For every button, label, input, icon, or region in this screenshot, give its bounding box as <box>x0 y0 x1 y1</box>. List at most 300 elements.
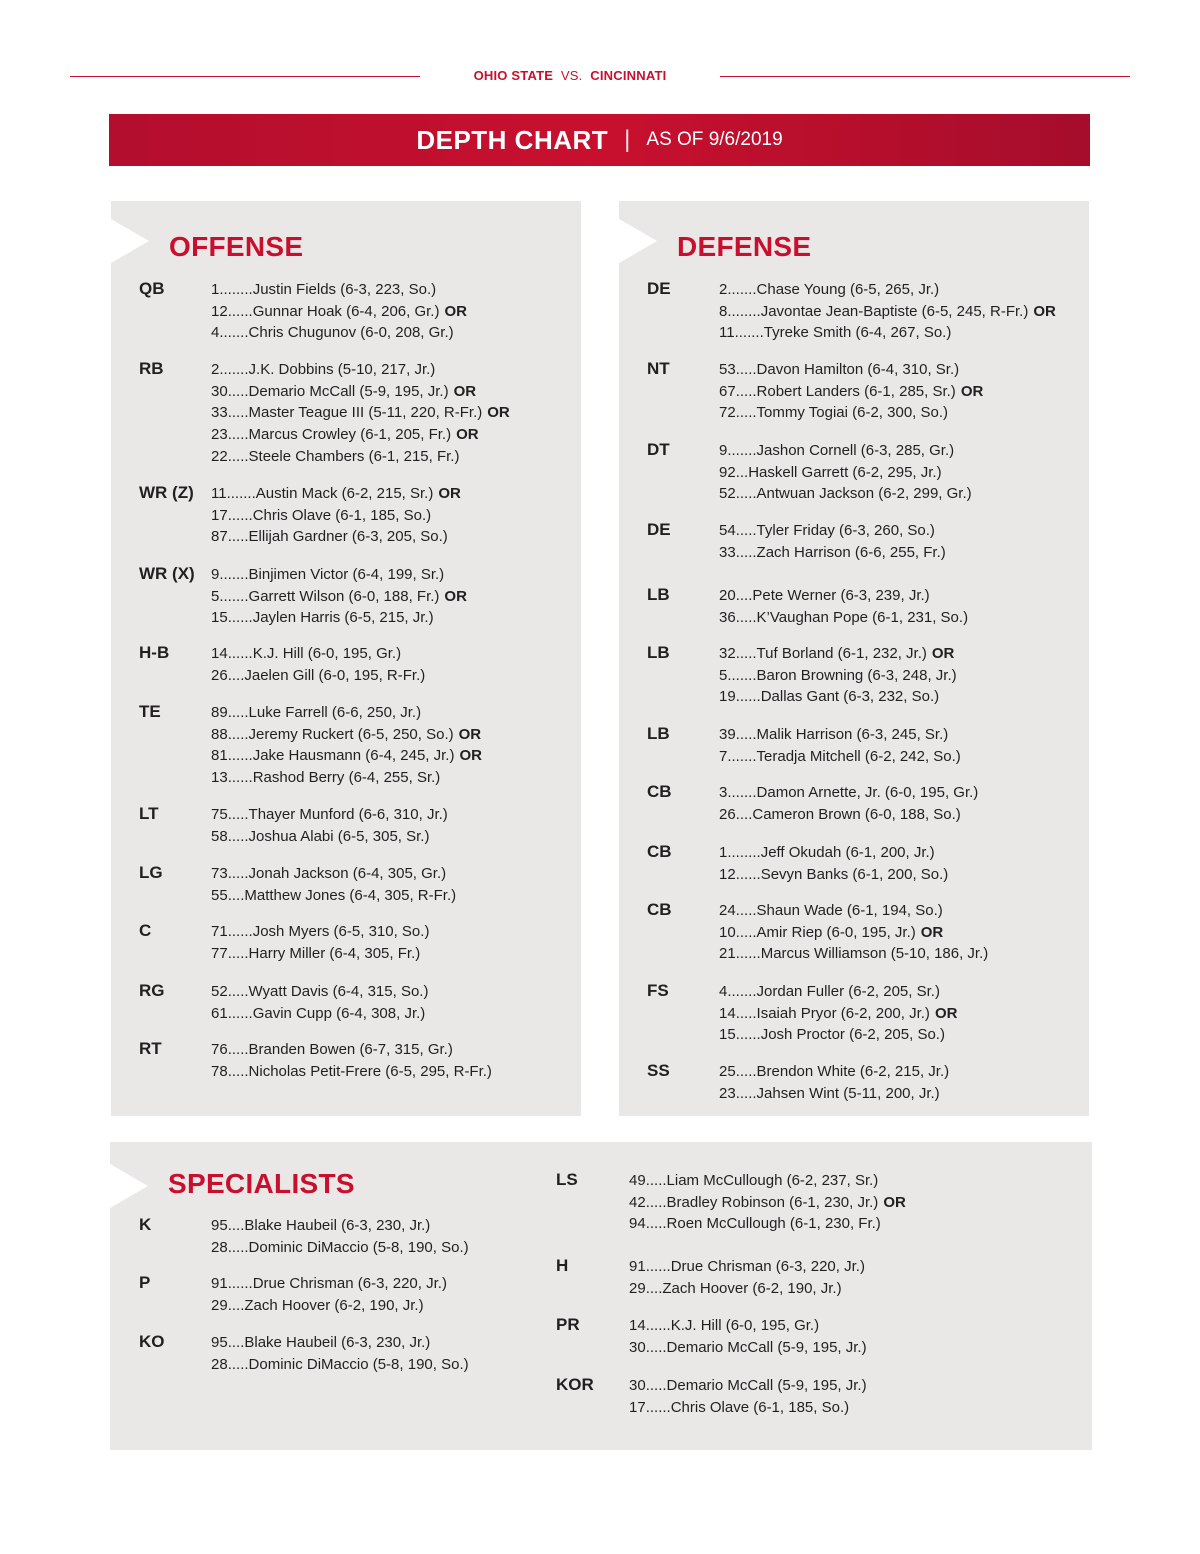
player-row <box>211 1039 492 1061</box>
player-list <box>211 981 428 1024</box>
player-row <box>719 981 957 1003</box>
player-row <box>211 745 482 767</box>
player-row <box>629 1397 867 1419</box>
player-row <box>211 483 461 505</box>
jersey-number: 29 <box>211 1296 228 1314</box>
position-label: DE <box>647 279 671 298</box>
panel-notch <box>110 1164 148 1208</box>
dot-leader: ..... <box>227 382 249 400</box>
jersey-number: 73 <box>211 865 228 882</box>
or-label: OR <box>931 645 955 662</box>
player-row <box>719 864 948 886</box>
jersey-number: 28 <box>211 1355 228 1373</box>
player-info: Demario McCall (5-9, 195, Jr.) <box>248 382 449 400</box>
jersey-number: 28 <box>211 1238 228 1256</box>
jersey-number: 67 <box>719 382 736 400</box>
player-row <box>719 301 1056 323</box>
player-info: Justin Fields (6-3, 223, So.) <box>252 281 437 298</box>
player-info: Jake Hausmann (6-4, 245, Jr.) <box>252 747 455 765</box>
player-info: Javontae Jean-Baptiste (6-5, 245, R-Fr.) <box>760 302 1029 320</box>
player-info: Josh Proctor (6-2, 205, So.) <box>760 1026 945 1044</box>
player-row <box>211 322 467 344</box>
player-info: J.K. Dobbins (5-10, 217, Jr.) <box>248 361 436 378</box>
player-info: Jaelen Gill (6-0, 195, R-Fr.) <box>244 666 426 684</box>
player-row <box>211 526 461 548</box>
player-info: Thayer Munford (6-6, 310, Jr.) <box>248 806 448 823</box>
position-label: KOR <box>556 1375 594 1394</box>
position-label: DE <box>647 520 671 539</box>
player-info: Binjimen Victor (6-4, 199, Sr.) <box>248 566 445 583</box>
header-rule-left <box>70 76 420 77</box>
or-label: OR <box>1033 302 1056 320</box>
player-info: Tyler Friday (6-3, 260, So.) <box>756 522 935 539</box>
jersey-number: 72 <box>719 404 736 422</box>
player-info: Davon Hamilton (6-4, 310, Sr.) <box>756 361 960 378</box>
or-label: OR <box>444 587 467 605</box>
player-row <box>719 1061 949 1083</box>
dot-leader: ...... <box>227 645 253 662</box>
jersey-number: 61 <box>211 1004 228 1022</box>
dot-leader: ..... <box>227 1041 249 1058</box>
jersey-number: 54 <box>719 522 736 539</box>
dot-leader: ....... <box>219 566 249 583</box>
player-list <box>211 863 456 906</box>
player-list <box>211 1039 492 1082</box>
dot-leader: ..... <box>227 704 249 721</box>
player-row <box>719 922 988 944</box>
dot-leader: ...... <box>735 865 761 883</box>
player-list <box>719 643 957 708</box>
player-list <box>629 1315 867 1358</box>
dot-leader: .... <box>645 1279 663 1297</box>
player-info: Tyreke Smith (6-4, 267, So.) <box>763 324 952 342</box>
jersey-number: 32 <box>719 645 736 662</box>
player-info: Marcus Crowley (6-1, 205, Fr.) <box>248 426 452 444</box>
or-label: OR <box>453 382 477 400</box>
jersey-number: 58 <box>211 827 228 845</box>
position-label: LB <box>647 585 670 604</box>
dot-leader: ....... <box>727 747 757 765</box>
jersey-number: 55 <box>211 886 228 904</box>
player-list <box>719 842 948 885</box>
position-label: TE <box>139 702 161 721</box>
or-label: OR <box>883 1193 906 1211</box>
jersey-number: 14 <box>629 1317 646 1334</box>
jersey-number: 5 <box>211 587 220 605</box>
jersey-number: 19 <box>719 688 736 706</box>
or-label: OR <box>934 1004 958 1022</box>
dot-leader: ..... <box>735 608 757 626</box>
dot-leader: ...... <box>735 1026 761 1044</box>
player-info: K.J. Hill (6-0, 195, Gr.) <box>670 1317 820 1334</box>
jersey-number: 33 <box>211 404 228 422</box>
vs-label: VS. <box>560 68 583 83</box>
player-row <box>211 1061 492 1083</box>
player-row <box>211 885 456 907</box>
player-info: Luke Farrell (6-6, 250, Jr.) <box>248 704 422 721</box>
player-row <box>211 724 482 746</box>
header-rule-right <box>720 76 1130 77</box>
player-info: Zach Hoover (6-2, 190, Jr.) <box>244 1296 424 1314</box>
or-label: OR <box>459 747 482 765</box>
player-info: Gavin Cupp (6-4, 308, Jr.) <box>252 1004 426 1022</box>
player-list <box>719 900 988 965</box>
jersey-number: 12 <box>719 865 736 883</box>
position-label: P <box>139 1273 151 1292</box>
jersey-number: 95 <box>211 1334 228 1351</box>
dot-leader: .... <box>227 886 245 904</box>
player-info: Isaiah Pryor (6-2, 200, Jr.) <box>756 1004 930 1022</box>
jersey-number: 3 <box>719 784 728 801</box>
or-label: OR <box>458 725 482 743</box>
player-info: Jaylen Harris (6-5, 215, Jr.) <box>252 609 434 627</box>
player-row <box>719 643 957 665</box>
offense-title: OFFENSE <box>169 231 304 262</box>
jersey-number: 14 <box>719 1004 736 1022</box>
jersey-number: 36 <box>719 608 736 626</box>
dot-leader: ..... <box>227 447 249 465</box>
player-row <box>719 462 972 484</box>
dot-leader: ..... <box>227 983 249 1000</box>
jersey-number: 30 <box>629 1338 646 1356</box>
player-info: Cameron Brown (6-0, 188, So.) <box>752 805 961 823</box>
dot-leader: ..... <box>227 827 249 845</box>
jersey-number: 22 <box>211 447 228 465</box>
panel-notch <box>619 219 657 263</box>
player-info: Pete Werner (6-3, 239, Jr.) <box>752 587 930 604</box>
player-info: Master Teague III (5-11, 220, R-Fr.) <box>248 404 483 422</box>
player-info: Damon Arnette, Jr. (6-0, 195, Gr.) <box>756 784 979 801</box>
player-list <box>629 1375 867 1418</box>
player-info: Baron Browning (6-3, 248, Jr.) <box>756 666 957 684</box>
position-label: CB <box>647 900 672 919</box>
player-info: Chase Young (6-5, 265, Jr.) <box>756 281 940 298</box>
banner-as-of-date: AS OF 9/6/2019 <box>646 129 783 150</box>
player-info: Sevyn Banks (6-1, 200, So.) <box>760 865 949 883</box>
player-info: Blake Haubeil (6-3, 230, Jr.) <box>244 1217 431 1234</box>
player-list <box>211 279 467 344</box>
dot-leader: ..... <box>645 1377 667 1394</box>
player-row <box>719 607 968 629</box>
dot-leader: ...... <box>227 302 253 320</box>
dot-leader: ....... <box>734 324 764 342</box>
player-row <box>629 1192 906 1214</box>
player-row <box>719 782 978 804</box>
position-label: RB <box>139 359 164 378</box>
dot-leader: ..... <box>735 1063 757 1080</box>
dot-leader: .... <box>227 666 245 684</box>
dot-leader: ..... <box>735 543 757 561</box>
dot-leader: .... <box>735 587 753 604</box>
player-row <box>211 767 482 789</box>
jersey-number: 81 <box>211 747 228 765</box>
player-info: Bradley Robinson (6-1, 230, Jr.) <box>666 1193 879 1211</box>
dot-leader: ..... <box>645 1172 667 1189</box>
player-row <box>719 520 946 542</box>
player-info: Teradja Mitchell (6-2, 242, So.) <box>756 747 961 765</box>
player-info: Shaun Wade (6-1, 194, So.) <box>756 902 943 919</box>
player-info: Harry Miller (6-4, 305, Fr.) <box>248 944 421 962</box>
player-row <box>719 542 946 564</box>
position-label: LS <box>556 1170 578 1189</box>
player-info: Liam McCullough (6-2, 237, Sr.) <box>666 1172 879 1189</box>
jersey-number: 24 <box>719 902 736 919</box>
player-info: Matthew Jones (6-4, 305, R-Fr.) <box>244 886 457 904</box>
player-info: Jonah Jackson (6-4, 305, Gr.) <box>248 865 447 882</box>
player-info: Drue Chrisman (6-3, 220, Jr.) <box>252 1275 447 1292</box>
player-row <box>719 279 1056 301</box>
player-info: Demario McCall (5-9, 195, Jr.) <box>666 1338 867 1356</box>
dot-leader: ..... <box>735 404 757 422</box>
dot-leader: ...... <box>227 506 253 524</box>
player-row <box>211 1295 447 1317</box>
dot-leader: ...... <box>645 1258 671 1275</box>
jersey-number: 11 <box>719 324 735 342</box>
or-label: OR <box>438 485 461 502</box>
defense-title: DEFENSE <box>677 231 812 262</box>
player-row <box>211 586 467 608</box>
jersey-number: 76 <box>211 1041 228 1058</box>
dot-leader: ..... <box>227 806 249 823</box>
player-info: Drue Chrisman (6-3, 220, Jr.) <box>670 1258 865 1275</box>
or-label: OR <box>487 404 510 422</box>
position-label: RT <box>139 1039 162 1058</box>
player-info: Tommy Togiai (6-2, 300, So.) <box>756 404 949 422</box>
dot-leader: ........ <box>219 281 253 298</box>
dot-leader: ....... <box>727 442 757 459</box>
player-row <box>719 359 983 381</box>
player-info: Chris Olave (6-1, 185, So.) <box>252 506 432 524</box>
jersey-number: 1 <box>211 281 220 298</box>
player-row <box>719 746 961 768</box>
player-info: Steele Chambers (6-1, 215, Fr.) <box>248 447 460 465</box>
or-label: OR <box>920 923 944 941</box>
team-ohio-state: OHIO STATE <box>473 68 554 83</box>
team-cincinnati: CINCINNATI <box>590 68 667 83</box>
dot-leader: ....... <box>219 324 249 342</box>
player-info: Dominic DiMaccio (5-8, 190, So.) <box>248 1238 469 1256</box>
player-info: Branden Bowen (6-7, 315, Gr.) <box>248 1041 453 1058</box>
jersey-number: 92 <box>719 463 736 481</box>
player-row <box>719 402 983 424</box>
dot-leader: ..... <box>735 382 757 400</box>
jersey-number: 91 <box>629 1258 646 1275</box>
jersey-number: 4 <box>719 983 728 1000</box>
player-row <box>629 1256 865 1278</box>
jersey-number: 20 <box>719 587 736 604</box>
player-row <box>211 564 467 586</box>
position-label: WR (Z) <box>139 483 194 502</box>
player-row <box>211 424 510 446</box>
player-list <box>211 359 510 467</box>
player-info: Nicholas Petit-Frere (6-5, 295, R-Fr.) <box>248 1062 492 1080</box>
position-label: RG <box>139 981 165 1000</box>
jersey-number: 15 <box>719 1026 736 1044</box>
dot-leader: ........ <box>727 302 761 320</box>
player-row <box>211 279 467 301</box>
dot-leader: .... <box>227 1334 245 1351</box>
player-list <box>719 1061 949 1104</box>
player-info: Brendon White (6-2, 215, Jr.) <box>756 1063 950 1080</box>
matchup-title <box>420 68 720 83</box>
jersey-number: 5 <box>719 666 728 684</box>
position-label: PR <box>556 1315 580 1334</box>
jersey-number: 30 <box>211 382 228 400</box>
jersey-number: 39 <box>719 726 736 743</box>
player-info: Garrett Wilson (6-0, 188, Fr.) <box>248 587 440 605</box>
player-info: Joshua Alabi (6-5, 305, Sr.) <box>248 827 430 845</box>
dot-leader: ...... <box>645 1398 671 1416</box>
player-info: Austin Mack (6-2, 215, Sr.) <box>255 485 434 502</box>
jersey-number: 21 <box>719 945 736 963</box>
player-row <box>719 686 957 708</box>
player-row <box>719 804 978 826</box>
player-info: Chris Chugunov (6-0, 208, Gr.) <box>248 324 454 342</box>
player-list <box>211 643 425 686</box>
jersey-number: 25 <box>719 1063 736 1080</box>
jersey-number: 52 <box>211 983 228 1000</box>
dot-leader: ...... <box>735 688 761 706</box>
jersey-number: 12 <box>211 302 228 320</box>
jersey-number: 2 <box>211 361 220 378</box>
player-row <box>211 981 428 1003</box>
dot-leader: ..... <box>735 726 757 743</box>
position-label: KO <box>139 1332 165 1351</box>
player-row <box>719 1083 949 1105</box>
player-row <box>211 446 510 468</box>
jersey-number: 26 <box>211 666 228 684</box>
player-list <box>719 359 983 424</box>
jersey-number: 8 <box>719 302 728 320</box>
dot-leader: ..... <box>735 1004 757 1022</box>
position-label: CB <box>647 842 672 861</box>
dot-leader: ..... <box>227 426 249 444</box>
specialists-title: SPECIALISTS <box>168 1168 355 1199</box>
player-info: Chris Olave (6-1, 185, So.) <box>670 1398 850 1416</box>
player-info: Josh Myers (6-5, 310, So.) <box>252 923 430 940</box>
position-label: QB <box>139 279 165 298</box>
position-label: LB <box>647 643 670 662</box>
player-row <box>211 826 448 848</box>
panel-notch <box>111 219 149 263</box>
player-info: Malik Harrison (6-3, 245, Sr.) <box>756 726 949 743</box>
player-info: K.J. Hill (6-0, 195, Gr.) <box>252 645 402 662</box>
dot-leader: ..... <box>227 1062 249 1080</box>
player-row <box>629 1375 867 1397</box>
player-list <box>211 564 467 629</box>
player-row <box>719 665 957 687</box>
player-info: Jeremy Ruckert (6-5, 250, So.) <box>248 725 454 743</box>
dot-leader: ..... <box>227 528 249 546</box>
player-row <box>211 1273 447 1295</box>
player-row <box>211 943 429 965</box>
dot-leader: ...... <box>645 1317 671 1334</box>
player-list <box>629 1170 906 1235</box>
player-info: Haskell Garrett (6-2, 295, Jr.) <box>748 463 942 481</box>
dot-leader: ....... <box>226 485 256 502</box>
jersey-number: 88 <box>211 725 228 743</box>
dot-leader: ..... <box>227 865 249 882</box>
jersey-number: 75 <box>211 806 228 823</box>
player-list <box>719 440 972 505</box>
dot-leader: ..... <box>735 361 757 378</box>
dot-leader: ....... <box>727 281 757 298</box>
player-list <box>719 782 978 825</box>
player-row <box>719 440 972 462</box>
jersey-number: 23 <box>719 1084 736 1102</box>
dot-leader: ...... <box>227 747 253 765</box>
dot-leader: ... <box>735 463 749 481</box>
player-row <box>211 665 425 687</box>
player-row <box>719 900 988 922</box>
jersey-number: 7 <box>719 747 728 765</box>
dot-leader: ..... <box>227 1355 249 1373</box>
dot-leader: ....... <box>219 361 249 378</box>
player-row <box>719 1003 957 1025</box>
player-row <box>719 483 972 505</box>
player-info: Zach Harrison (6-6, 255, Fr.) <box>756 543 946 561</box>
player-list <box>211 483 461 548</box>
dot-leader: ..... <box>735 902 757 919</box>
position-label: WR (X) <box>139 564 195 583</box>
dot-leader: ..... <box>735 645 757 662</box>
dot-leader: ....... <box>727 983 757 1000</box>
player-info: Roen McCullough (6-1, 230, Fr.) <box>666 1215 881 1233</box>
dot-leader: ...... <box>735 945 761 963</box>
specialists-panel <box>110 1142 1092 1450</box>
player-info: Demario McCall (5-9, 195, Jr.) <box>666 1377 867 1394</box>
player-info: Tuf Borland (6-1, 232, Jr.) <box>756 645 927 662</box>
player-list <box>719 279 1056 344</box>
player-row <box>719 943 988 965</box>
jersey-number: 91 <box>211 1275 228 1292</box>
position-label: CB <box>647 782 672 801</box>
player-row <box>719 585 968 607</box>
position-label: NT <box>647 359 670 378</box>
player-info: Ellijah Gardner (6-3, 205, So.) <box>248 528 448 546</box>
dot-leader: ..... <box>227 725 249 743</box>
dot-leader: ....... <box>219 587 249 605</box>
dot-leader: ..... <box>735 485 757 503</box>
player-row <box>211 402 510 424</box>
depth-chart-banner <box>109 114 1090 166</box>
jersey-number: 4 <box>211 324 220 342</box>
dot-leader: ..... <box>645 1338 667 1356</box>
jersey-number: 13 <box>211 769 228 787</box>
jersey-number: 95 <box>211 1217 228 1234</box>
jersey-number: 15 <box>211 609 228 627</box>
jersey-number: 9 <box>211 566 220 583</box>
jersey-number: 71 <box>211 923 228 940</box>
player-info: Marcus Williamson (5-10, 186, Jr.) <box>760 945 989 963</box>
position-label: SS <box>647 1061 670 1080</box>
jersey-number: 30 <box>629 1377 646 1394</box>
player-list <box>211 921 429 964</box>
dot-leader: ..... <box>735 1084 757 1102</box>
jersey-number: 17 <box>629 1398 646 1416</box>
dot-leader: ....... <box>727 784 757 801</box>
offense-panel <box>111 201 581 1116</box>
player-info: Amir Riep (6-0, 195, Jr.) <box>756 923 916 941</box>
position-label: LT <box>139 804 159 823</box>
player-row <box>211 1003 428 1025</box>
dot-leader: ...... <box>227 1004 253 1022</box>
position-label: FS <box>647 981 669 1000</box>
player-list <box>719 724 961 767</box>
player-info: Jashon Cornell (6-3, 285, Gr.) <box>756 442 955 459</box>
dot-leader: .... <box>735 805 753 823</box>
player-row <box>719 842 948 864</box>
